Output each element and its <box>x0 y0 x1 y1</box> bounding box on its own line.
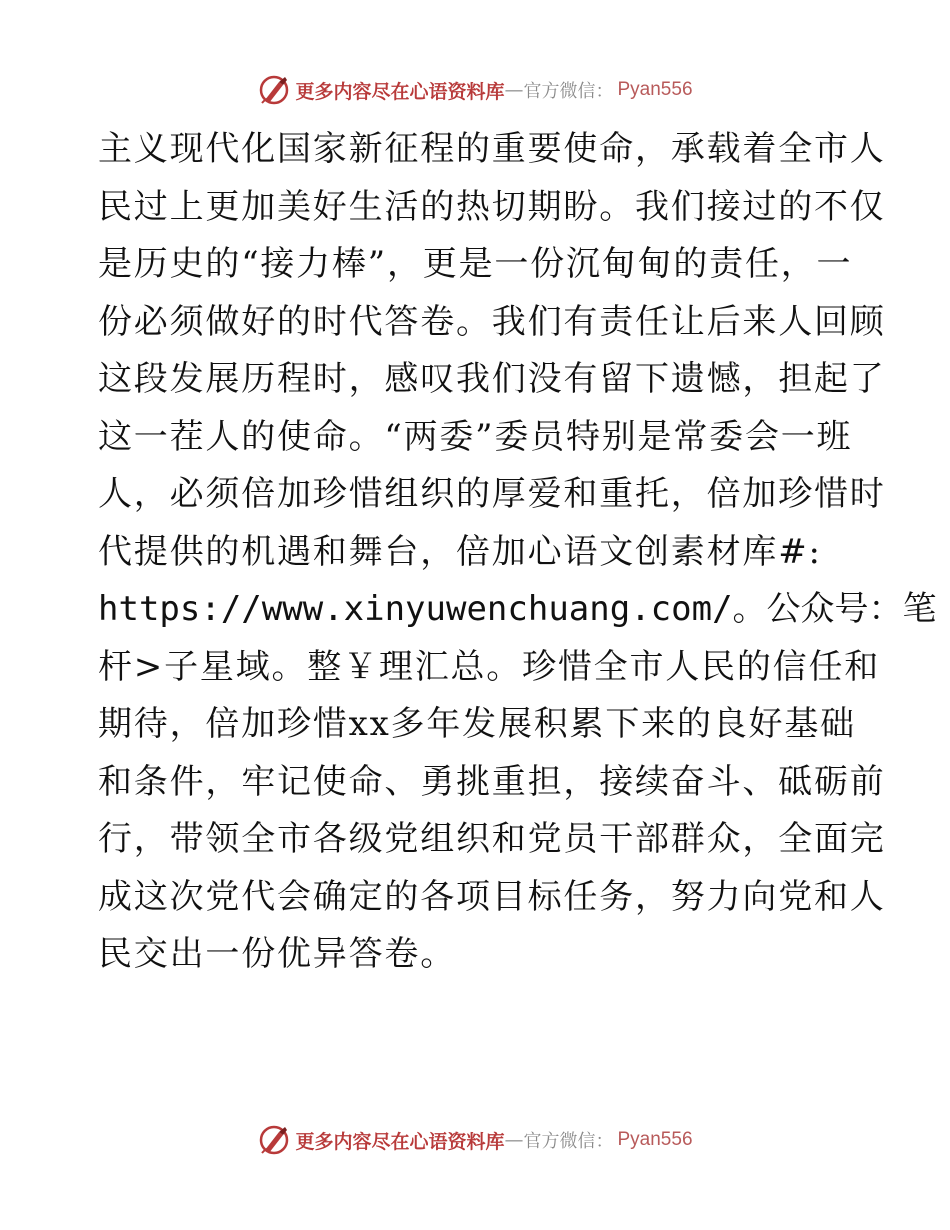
body-line: 和条件，牢记使命、勇挑重担，接续奋斗、砥砺前 <box>98 761 886 802</box>
footer-banner <box>0 1120 950 1160</box>
body-line: 民交出一份优异答卷。 <box>98 934 456 974</box>
header-banner <box>0 70 950 110</box>
header-wechat-label: 官方微信： <box>523 81 614 102</box>
pen-logo-icon <box>257 1123 291 1157</box>
header-dash: — <box>504 79 524 101</box>
footer-wechat-id: Pyan556 <box>617 1129 693 1150</box>
body-line: 这段发展历程时，感叹我们没有留下遗憾，担起了 <box>98 359 886 399</box>
footer-dash: — <box>504 1129 524 1151</box>
footer-wechat-label: 官方微信： <box>523 1131 614 1152</box>
body-line-url: https://www.xinyuwenchuang.com/。公众号：笔 <box>98 589 937 629</box>
header-wechat-id: Pyan556 <box>617 79 693 100</box>
body-line: 主义现代化国家新征程的重要使命，承载着全市人 <box>98 129 886 169</box>
document-body <box>98 121 937 984</box>
body-line: 期待，倍加珍惜xx多年发展积累下来的良好基础 <box>98 704 856 744</box>
body-line: 民过上更加美好生活的热切期盼。我们接过的不仅 <box>98 186 886 227</box>
footer-promo-text: 更多内容尽在心语资料库 <box>295 1130 505 1153</box>
body-line: 代提供的机遇和舞台，倍加心语文创素材库#: <box>98 531 822 572</box>
body-line: 杆>子星域。整￥理汇总。珍惜全市人民的信任和 <box>98 646 881 687</box>
body-line: 份必须做好的时代答卷。我们有责任让后来人回顾 <box>98 301 886 342</box>
body-line: 成这次党代会确定的各项目标任务，努力向党和人 <box>98 876 886 917</box>
body-line: 行，带领全市各级党组织和党员干部群众，全面完 <box>98 819 886 859</box>
body-line: 人，必须倍加珍惜组织的厚爱和重托，倍加珍惜时 <box>98 474 886 514</box>
body-line: 是历史的“接力棒”，更是一份沉甸甸的责任，一 <box>98 244 853 284</box>
pen-logo-icon <box>257 73 291 107</box>
body-line: 这一茬人的使命。“两委”委员特别是常委会一班 <box>98 416 853 457</box>
header-promo-text: 更多内容尽在心语资料库 <box>295 80 505 103</box>
